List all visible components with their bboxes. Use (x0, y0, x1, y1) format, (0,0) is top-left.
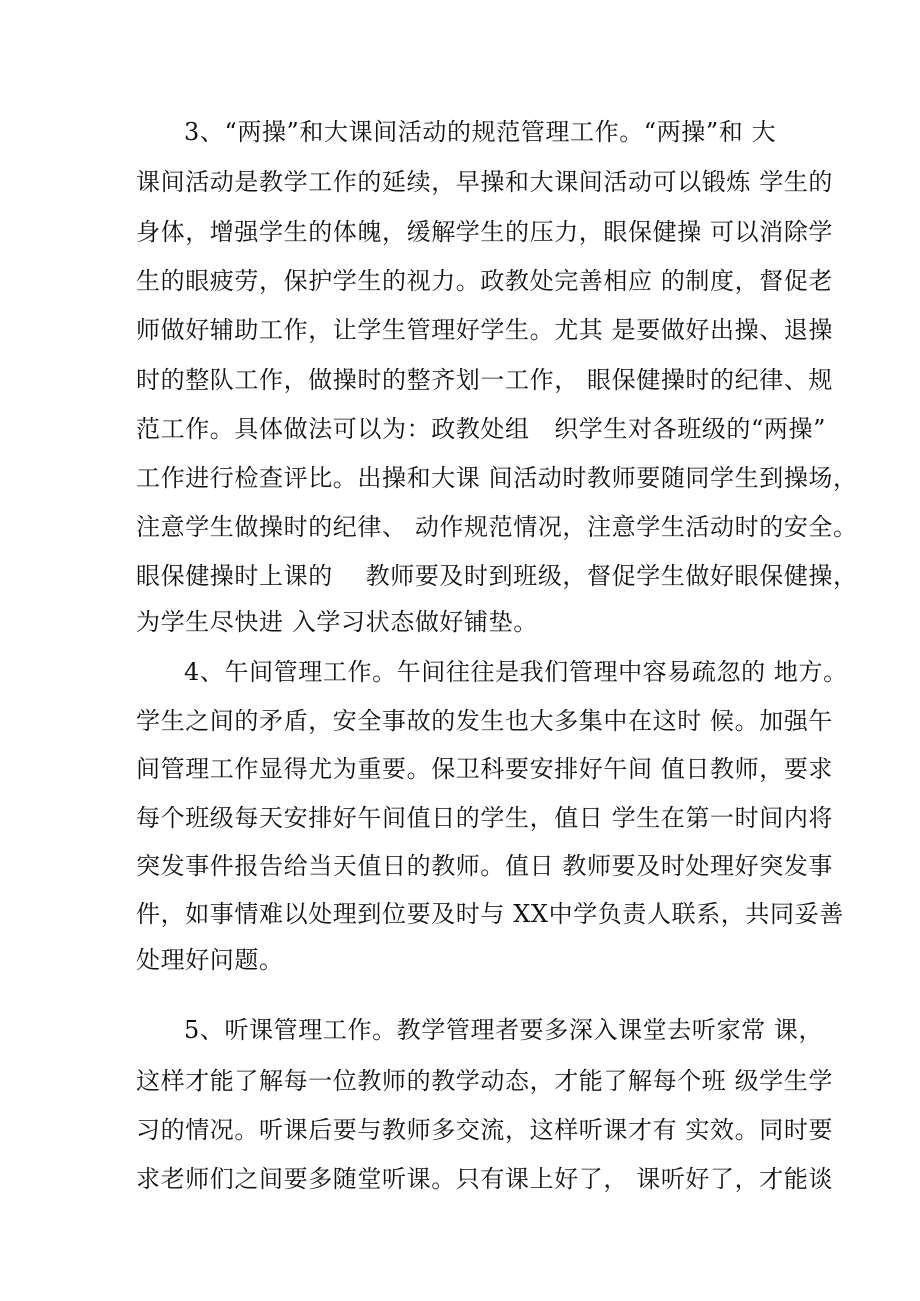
text-line: 生的眼疲劳，保护学生的视力。政教处完善相应 的制度，督促老 (136, 267, 834, 295)
text-line: 每个班级每天安排好午间值日的学生，值日 学生在第一时间内将 (136, 804, 834, 832)
text-line: 习的情况。听课后要与教师多交流，这样听课才有 实效。同时要 (136, 1116, 834, 1144)
text-line: 身体，增强学生的体魄，缓解学生的压力，眼保健操 可以消除学 (136, 218, 834, 246)
text-line: 件，如事情难以处理到位要及时与 XX中学负责人联系，共同妥善 (136, 900, 844, 928)
text-line: 求老师们之间要多随堂听课。只有课上好了， 课听好了，才能谈 (136, 1165, 834, 1193)
text-line: 4、午间管理工作。午间往往是我们管理中容易疏忽的 地方。 (184, 658, 848, 686)
text-line: 学生之间的矛盾，安全事故的发生也大多集中在这时 候。加强午 (136, 707, 834, 735)
text-line: 工作进行检查评比。出操和大课 间活动时教师要随同学生到操场， (136, 464, 858, 492)
text-line: 眼保健操时上课的 教师要及时到班级，督促学生做好眼保健操， (136, 562, 858, 590)
text-line: 范工作。具体做法可以为：政教处组 织学生对各班级的“两操” (136, 415, 826, 443)
text-line: 注意学生做操时的纪律、 动作规范情况，注意学生活动时的安全。 (136, 513, 858, 541)
text-line: 3、“两操”和大课间活动的规范管理工作。“两操”和 大 (184, 118, 777, 146)
text-line: 课间活动是教学工作的延续，早操和大课间活动可以锻炼 学生的 (136, 168, 834, 196)
text-line: 这样才能了解每一位教师的教学动态，才能了解每个班 级学生学 (136, 1067, 834, 1095)
text-line: 间管理工作显得尤为重要。保卫科要安排好午间 值日教师，要求 (136, 755, 834, 783)
text-line: 为学生尽快进 入学习状态做好铺垫。 (136, 608, 538, 636)
text-line: 师做好辅助工作，让学生管理好学生。尤其 是要做好出操、退操 (136, 316, 834, 344)
text-line: 突发事件报告给当天值日的教师。值日 教师要及时处理好突发事 (136, 852, 834, 880)
text-line: 时的整队工作，做操时的整齐划一工作， 眼保健操时的纪律、规 (136, 366, 834, 394)
text-line: 5、听课管理工作。教学管理者要多深入课堂去听家常 课， (184, 1016, 824, 1044)
text-line: 处理好问题。 (136, 946, 284, 974)
